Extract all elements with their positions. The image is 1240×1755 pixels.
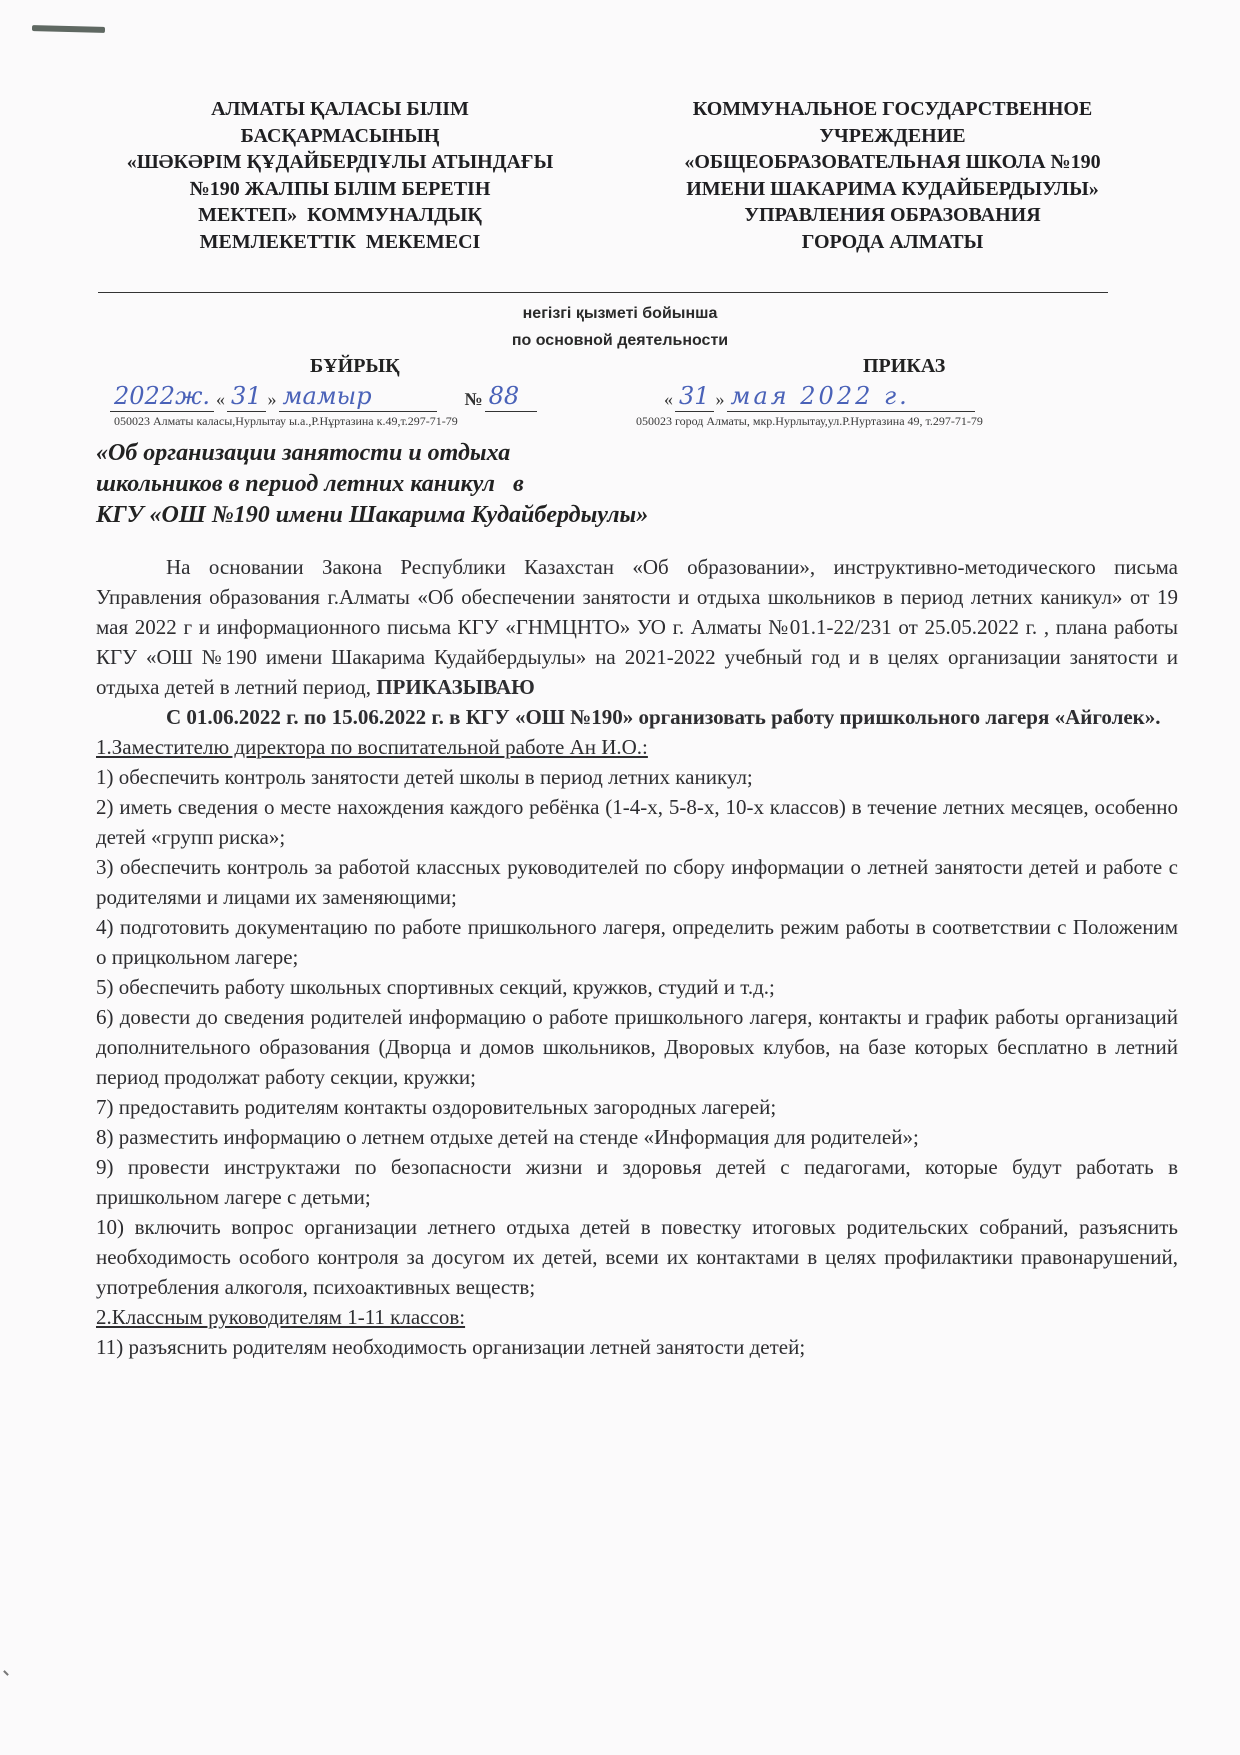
list-item: 6) довести до сведения родителей информацию о работе пришкольного лагеря, контакты и график работы организаций дополнительного образования (Дворца и домов школьников, Дворовых клубов, на базе которых бесплатно в летний период продолжат работу секции, кружки; (96, 1005, 1178, 1089)
header-ru-line: УПРАВЛЕНИЯ ОБРАЗОВАНИЯ (744, 204, 1041, 226)
list-item: 11) разъяснить родителям необходимость организации летней занятости детей; (96, 1335, 806, 1359)
header-kz-line: №190 ЖАЛПЫ БІЛІМ БЕРЕТІН (189, 177, 491, 200)
list-item: 3) обеспечить контроль за работой классных руководителей по сбору информации о летней занятости детей и работе с родителями и лицами их заменяющими; (96, 855, 1178, 909)
address-kz: 050023 Алматы каласы,Нурлытау ы.а.,Р.Нұртазина к.49,т.297-71-79 (114, 414, 458, 428)
header-ru-line: КОММУНАЛЬНОЕ ГОСУДАРСТВЕННОЕ (692, 98, 1093, 120)
header-divider (98, 292, 1108, 293)
kz-date-row (110, 378, 537, 412)
order-word: ПРИКАЗЫВАЮ (376, 675, 535, 699)
subject-line: «Об организации занятости и отдыха (96, 440, 511, 466)
address-ru: 050023 город Алматы, мкр.Нурлытау,ул.Р.Нуртазина 49, т.297-71-79 (636, 414, 983, 428)
preamble-paragraph (96, 552, 1178, 702)
header-ru-line: «ОБЩЕОБРАЗОВАТЕЛЬНАЯ ШКОЛА №190 (684, 151, 1101, 173)
list-item: 9) провести инструктажи по безопасности жизни и здоровья детей с педагогами, которые будут работать в пришкольном лагере с детьми; (96, 1155, 1178, 1209)
kz-month-handwritten: мамыр (279, 381, 437, 412)
list-item: 10) включить вопрос организации летнего отдыха детей в повестку итоговых родительских собраний, разъяснить необходимость особого контроля за досугом их детей, всеми их контактами в целях профилактики правонарушений, употребления алкоголя, психоактивных веществ; (96, 1215, 1178, 1299)
header-kz-line: БАСҚАРМАСЫНЫҢ (240, 124, 440, 147)
scan-mark (32, 25, 105, 33)
document-body (96, 552, 1178, 1362)
list-item: 7) предоставить родителям контакты оздоровительных загородных лагерей; (96, 1095, 777, 1119)
section-1-heading: 1.Заместителю директора по воспитательной работе Ан И.О.: (96, 735, 648, 759)
list-item: 2) иметь сведения о месте нахождения каждого ребёнка (1-4-х, 5-8-х, 10-х классов) в течение летних месяцев, особенно детей «групп риска»; (96, 795, 1178, 849)
header-ru-line: ГОРОДА АЛМАТЫ (801, 230, 984, 253)
kz-quote-close: » (267, 389, 277, 409)
header-kz-line: МЕМЛЕКЕТТІК МЕКЕМЕСІ (199, 230, 481, 253)
activity-ru: по основной деятельности (511, 332, 729, 349)
list-item: 4) подготовить документацию по работе пришкольного лагеря, определить режим работы в соответствии с Положеним о прицкольном лагере; (96, 915, 1178, 969)
kz-quote-open: « (216, 389, 225, 409)
ru-quote-close: » (715, 389, 725, 409)
ru-date-row (662, 378, 975, 412)
order-number-handwritten: 88 (485, 381, 537, 412)
ru-day-handwritten: 31 (675, 381, 714, 412)
subject-line: КГУ «ОШ №190 имени Шакарима Кудайбердыулы» (96, 502, 649, 528)
activity-kz: негізгі қызметі бойынша (522, 305, 718, 322)
kz-year-handwritten: 2022ж. (110, 381, 214, 412)
ru-date-handwritten: мая 2022 г. (727, 381, 975, 412)
kz-day-handwritten: 31 (227, 381, 266, 412)
ru-quote-open: « (664, 389, 673, 409)
order-title-kz: БҰЙРЫҚ (310, 355, 400, 377)
subject-line: школьников в период летних каникул в (96, 471, 524, 497)
header-kazakh (100, 96, 580, 255)
order-number-label: № (464, 389, 483, 409)
header-kz-line: АЛМАТЫ ҚАЛАСЫ БІЛІМ (211, 98, 469, 120)
document-subject (96, 438, 648, 531)
header-ru-line: УЧРЕЖДЕНИЕ (819, 124, 966, 147)
header-kz-line: «ШӘКӘРІМ ҚҰДАЙБЕРДІҰЛЫ АТЫНДАҒЫ (126, 151, 554, 173)
list-item: 8) разместить информацию о летнем отдыхе детей на стенде «Информация для родителей»; (96, 1125, 919, 1149)
preamble-text: На основании Закона Республики Казахстан «Об образовании», инструктивно-методического письма Управления образования г.Алматы «Об обеспечении занятости и отдыха школьников в период летних каникул» от 19 мая 2022 г и информационного письма КГУ «ГНМЦНТО» УО г. Алматы №01.1-22/231 от 25.05.2022 г. , плана работы КГУ «ОШ №190 имени Шакарима Кудайбердыулы» на 2021-2022 учебный год и в целях организации занятости и отдыха детей в летний период, (96, 555, 1178, 699)
list-item: 1) обеспечить контроль занятости детей школы в период летних каникул; (96, 765, 753, 789)
scan-edge-mark (3, 1670, 9, 1676)
header-ru-line: ИМЕНИ ШАКАРИМА КУДАЙБЕРДЫУЛЫ» (686, 177, 1099, 200)
header-russian (615, 96, 1170, 255)
order-title-ru: ПРИКАЗ (863, 355, 946, 377)
header-kz-line: МЕКТЕП» КОММУНАЛДЫҚ (198, 204, 482, 226)
directive-paragraph: С 01.06.2022 г. по 15.06.2022 г. в КГУ «ОШ №190» организовать работу пришкольного лагеря «Айголек». (166, 705, 1161, 729)
section-2-heading: 2.Классным руководителям 1-11 классов: (96, 1305, 466, 1329)
list-item: 5) обеспечить работу школьных спортивных секций, кружков, студий и т.д.; (96, 975, 775, 999)
